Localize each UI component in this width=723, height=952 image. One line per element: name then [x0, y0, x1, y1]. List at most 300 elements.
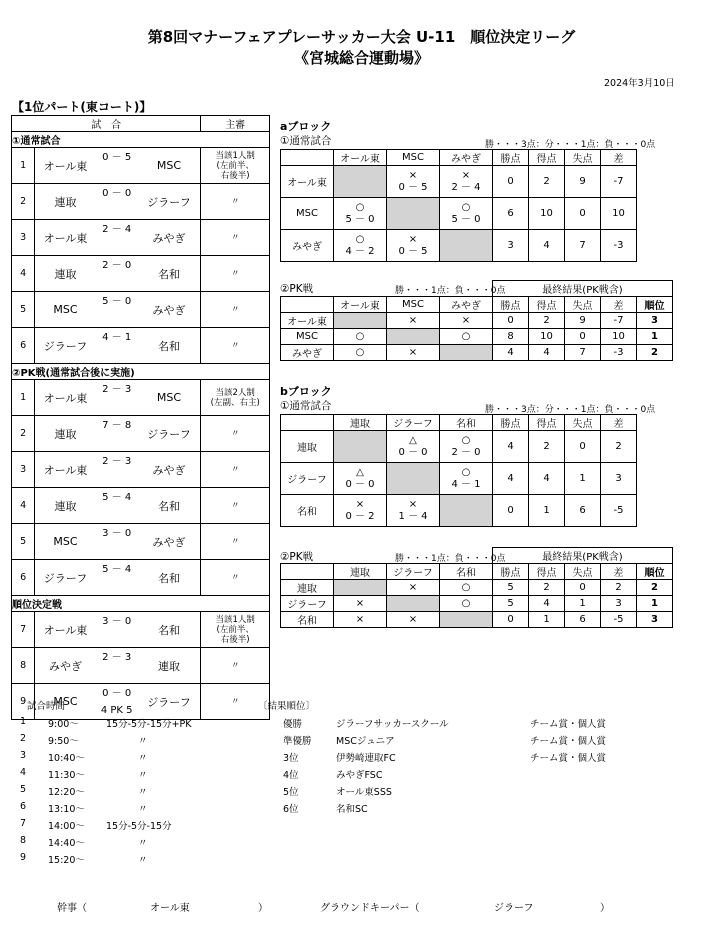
team-home: ジラーフ — [35, 560, 96, 596]
match-score — [96, 256, 138, 292]
column-team: ジラーフ — [387, 564, 440, 580]
results-title: 〔結果順位〕 — [258, 701, 316, 712]
block-b-pk-table — [280, 547, 673, 628]
column-stat: 差 — [601, 415, 637, 431]
result-cell — [440, 198, 493, 230]
column-team: オール東 — [334, 150, 387, 166]
column-team: MSC — [387, 150, 440, 166]
stat-cell: 10 — [601, 198, 637, 230]
manager-label: 幹事（ — [57, 903, 87, 914]
result-mark: × — [408, 233, 418, 245]
match-number: 2 — [12, 416, 35, 452]
schedule-format: 15分-5分-15分 — [106, 821, 172, 832]
team-home: 連取 — [35, 488, 96, 524]
stat-cell: 3 — [601, 463, 637, 495]
team-home: MSC — [35, 292, 96, 328]
result-cell — [440, 313, 493, 329]
score-value: 5 － 4 — [102, 564, 132, 575]
result-cell — [440, 329, 493, 345]
result-score: 0 － 2 — [345, 510, 375, 522]
result-award: チーム賞・個人賞 — [530, 719, 607, 730]
match-number: 1 — [12, 148, 35, 184]
result-cell — [334, 230, 387, 262]
score-value: 3 － 0 — [102, 528, 132, 539]
result-score: 2 － 0 — [451, 446, 481, 458]
match-score — [96, 292, 138, 328]
column-stat: 差 — [601, 297, 637, 313]
standings-row — [281, 495, 637, 527]
team-name: 連取 — [281, 580, 334, 596]
result-cell — [440, 345, 493, 361]
standings-row — [281, 198, 637, 230]
schedule-number: 9 — [20, 852, 27, 863]
stat-cell: 2 — [529, 431, 565, 463]
result-mark: ○ — [461, 331, 471, 342]
manager-name: オール東 — [150, 903, 190, 914]
result-mark: × — [461, 169, 471, 181]
schedule-number: 5 — [20, 784, 27, 795]
team-home: MSC — [35, 684, 96, 720]
team-away: ジラーフ — [138, 684, 201, 720]
match-number: 5 — [12, 524, 35, 560]
result-mark: × — [355, 614, 365, 625]
result-cell — [334, 431, 387, 463]
stat-cell: 9 — [565, 313, 601, 329]
result-cell — [387, 345, 440, 361]
rank-cell: 2 — [637, 580, 673, 596]
section-title: ②PK戦(通常試合後に実施) — [12, 364, 270, 380]
pk-row — [281, 329, 673, 345]
block-b-regular-table — [280, 414, 637, 527]
keeper-label: グラウンドキーパー（ — [320, 903, 420, 914]
match-row — [12, 560, 270, 596]
pk-score: 4 PK 5 — [100, 705, 133, 716]
result-place: 優勝 — [283, 719, 303, 730]
team-away: みやぎ — [138, 452, 201, 488]
result-award: チーム賞・個人賞 — [530, 736, 607, 747]
result-score: 5 － 0 — [345, 213, 375, 225]
schedule-time: 10:40～ — [48, 753, 85, 764]
team-away: MSC — [138, 148, 201, 184]
schedule-number: 1 — [20, 716, 27, 727]
stat-cell: -3 — [601, 230, 637, 262]
score-value: 2 － 0 — [102, 260, 132, 271]
match-row — [12, 416, 270, 452]
result-team: ジラーフサッカースクール — [336, 719, 449, 730]
stat-cell: 7 — [565, 230, 601, 262]
match-row — [12, 184, 270, 220]
match-number: 6 — [12, 560, 35, 596]
team-home: オール東 — [35, 612, 96, 648]
stat-cell: 4 — [529, 345, 565, 361]
keeper-close: ） — [600, 903, 610, 914]
rank-cell: 1 — [637, 596, 673, 612]
corner-cell — [281, 564, 334, 580]
result-place: 5位 — [283, 787, 299, 798]
column-stat: 失点 — [565, 297, 601, 313]
result-cell — [334, 198, 387, 230]
stat-cell: 0 — [493, 612, 529, 628]
match-number: 4 — [12, 488, 35, 524]
stat-cell: 10 — [529, 329, 565, 345]
team-name: オール東 — [281, 313, 334, 329]
schedule-number: 2 — [20, 733, 27, 744]
result-place: 6位 — [283, 804, 299, 815]
column-stat: 勝点 — [493, 297, 529, 313]
match-row — [12, 220, 270, 256]
team-home: MSC — [35, 524, 96, 560]
block-b-pk-label: ②PK戦 — [280, 551, 314, 563]
column-team: 連取 — [334, 415, 387, 431]
result-cell — [387, 463, 440, 495]
team-home: ジラーフ — [35, 328, 96, 364]
match-table — [11, 115, 270, 720]
result-mark: ○ — [355, 233, 365, 245]
team-name: ジラーフ — [281, 596, 334, 612]
page-title: 第8回マナーフェアプレーサッカー大会 U-11 順位決定リーグ — [147, 28, 576, 46]
rank-cell: 3 — [637, 612, 673, 628]
result-cell — [334, 329, 387, 345]
stat-cell: -3 — [601, 345, 637, 361]
result-mark: ○ — [461, 201, 471, 213]
stat-cell: 1 — [529, 612, 565, 628]
column-stat: 勝点 — [493, 150, 529, 166]
rank-cell: 1 — [637, 329, 673, 345]
final-result-label: 最終結果(PK戦含) — [493, 281, 673, 297]
result-mark: ○ — [355, 331, 365, 342]
result-score: 4 － 1 — [451, 478, 481, 490]
stat-cell: 9 — [565, 166, 601, 198]
schedule-format: 〃 — [138, 736, 148, 747]
keeper-name: ジラーフ — [494, 903, 534, 914]
result-cell — [387, 431, 440, 463]
stat-cell: 4 — [493, 463, 529, 495]
team-name: 連取 — [281, 431, 334, 463]
schedule-format: 〃 — [138, 838, 148, 849]
stat-cell: -7 — [601, 313, 637, 329]
pk-row — [281, 596, 673, 612]
result-cell — [387, 580, 440, 596]
schedule-time: 11:30～ — [48, 770, 85, 781]
result-mark: ○ — [461, 598, 471, 609]
schedule-time: 14:00～ — [48, 821, 85, 832]
referee-note: 当該1人制 (左前半、 右後半) — [201, 148, 270, 184]
score-value: 2 － 3 — [102, 384, 132, 395]
match-score — [96, 648, 138, 684]
result-cell — [387, 596, 440, 612]
result-mark: × — [408, 169, 418, 181]
block-a-title: aブロック — [280, 120, 332, 133]
column-stat: 得点 — [529, 297, 565, 313]
result-cell — [387, 612, 440, 628]
score-value: 5 － 4 — [102, 492, 132, 503]
match-score — [96, 524, 138, 560]
stat-cell: 0 — [565, 431, 601, 463]
result-mark: × — [408, 582, 418, 593]
score-value: 4 － 1 — [102, 332, 132, 343]
column-team: 名和 — [440, 564, 493, 580]
stat-cell: 4 — [493, 431, 529, 463]
match-number: 3 — [12, 452, 35, 488]
column-team: 連取 — [334, 564, 387, 580]
referee-note: 当該1人制 (左前半、 右後半) — [201, 612, 270, 648]
team-home: オール東 — [35, 220, 96, 256]
result-place: 4位 — [283, 770, 299, 781]
team-home: オール東 — [35, 452, 96, 488]
result-mark: × — [461, 315, 471, 326]
stat-cell: 8 — [493, 329, 529, 345]
standings-row — [281, 431, 637, 463]
manager-close: ） — [258, 903, 268, 914]
schedule-format: 15分-5分-15分+PK — [106, 719, 192, 730]
pk-row — [281, 612, 673, 628]
column-team: オール東 — [334, 297, 387, 313]
block-b-regular-points: 勝・・・3点：分・・・1点：負・・・0点 — [485, 405, 656, 415]
result-cell — [440, 596, 493, 612]
corner-cell — [281, 297, 334, 313]
referee-note: 〃 — [201, 452, 270, 488]
block-b-regular-label: ①通常試合 — [280, 400, 332, 412]
rank-cell: 2 — [637, 345, 673, 361]
team-home: オール東 — [35, 380, 96, 416]
result-mark: × — [408, 315, 418, 326]
team-away: 名和 — [138, 488, 201, 524]
venue-title: 《宮城総合運動場》 — [293, 49, 429, 67]
stat-cell: 1 — [529, 495, 565, 527]
column-stat: 得点 — [529, 415, 565, 431]
referee-note: 〃 — [201, 648, 270, 684]
result-mark: △ — [356, 466, 364, 478]
score-value: 7 － 8 — [102, 420, 132, 431]
section-title: ①通常試合 — [12, 132, 270, 148]
stat-cell: 4 — [529, 230, 565, 262]
schedule-number: 4 — [20, 767, 27, 778]
column-stat: 順位 — [637, 564, 673, 580]
team-name: 名和 — [281, 495, 334, 527]
column-stat: 失点 — [565, 564, 601, 580]
match-score — [96, 220, 138, 256]
result-mark: ○ — [461, 466, 471, 478]
stat-cell: 0 — [565, 329, 601, 345]
stat-cell: -5 — [601, 495, 637, 527]
score-value: 2 － 3 — [102, 456, 132, 467]
match-score — [96, 684, 138, 720]
score-value: 0 － 0 — [102, 188, 132, 199]
result-cell — [440, 495, 493, 527]
result-mark: ○ — [461, 582, 471, 593]
standings-row — [281, 463, 637, 495]
result-cell — [440, 580, 493, 596]
result-cell — [334, 345, 387, 361]
column-team: 名和 — [440, 415, 493, 431]
team-name: みやぎ — [281, 345, 334, 361]
match-number: 2 — [12, 184, 35, 220]
block-b-title: bブロック — [280, 385, 332, 398]
corner-cell — [281, 415, 334, 431]
team-name: MSC — [281, 198, 334, 230]
column-team: みやぎ — [440, 297, 493, 313]
stat-cell: 0 — [493, 166, 529, 198]
match-score — [96, 612, 138, 648]
result-mark: × — [355, 598, 365, 609]
team-away: ジラーフ — [138, 184, 201, 220]
result-cell — [387, 230, 440, 262]
match-row — [12, 612, 270, 648]
referee-note: 当該2人制 (左副、右主) — [201, 380, 270, 416]
result-mark: × — [355, 498, 365, 510]
result-score: 0 － 0 — [345, 478, 375, 490]
schedule-format: 〃 — [138, 770, 148, 781]
result-team: みやぎFSC — [336, 770, 383, 781]
match-row — [12, 648, 270, 684]
result-cell — [334, 612, 387, 628]
match-row — [12, 452, 270, 488]
match-number: 7 — [12, 612, 35, 648]
spacer — [281, 548, 493, 564]
result-team: オール東SSS — [336, 787, 392, 798]
final-result-label: 最終結果(PK戦含) — [493, 548, 673, 564]
referee-note: 〃 — [201, 488, 270, 524]
stat-cell: 0 — [493, 313, 529, 329]
stat-cell: 4 — [493, 345, 529, 361]
result-score: 0 － 5 — [398, 181, 428, 193]
column-team: みやぎ — [440, 150, 493, 166]
schedule-number: 6 — [20, 801, 27, 812]
team-home: みやぎ — [35, 648, 96, 684]
result-cell — [440, 431, 493, 463]
match-score — [96, 328, 138, 364]
stat-cell: 6 — [565, 612, 601, 628]
result-team: MSCジュニア — [336, 736, 395, 747]
result-score: 2 － 4 — [451, 181, 481, 193]
part-title: 【1位パート(東コート)】 — [12, 100, 152, 114]
match-row — [12, 524, 270, 560]
result-cell — [387, 166, 440, 198]
result-cell — [440, 612, 493, 628]
team-name: みやぎ — [281, 230, 334, 262]
match-score — [96, 148, 138, 184]
corner-cell — [281, 150, 334, 166]
team-away: 名和 — [138, 256, 201, 292]
column-stat: 勝点 — [493, 415, 529, 431]
score-value: 0 － 0 — [102, 688, 132, 699]
match-number: 6 — [12, 328, 35, 364]
stat-cell: 6 — [493, 198, 529, 230]
team-home: 連取 — [35, 256, 96, 292]
result-cell — [440, 166, 493, 198]
spacer — [281, 281, 493, 297]
result-cell — [334, 463, 387, 495]
column-stat: 失点 — [565, 415, 601, 431]
column-team: ジラーフ — [387, 415, 440, 431]
match-row — [12, 328, 270, 364]
result-mark: △ — [409, 434, 417, 446]
schedule-format: 〃 — [138, 753, 148, 764]
stat-cell: 10 — [529, 198, 565, 230]
result-team: 名和SC — [336, 804, 368, 815]
schedule-number: 8 — [20, 835, 27, 846]
pk-row — [281, 580, 673, 596]
block-a-pk-table — [280, 280, 673, 361]
result-team: 伊勢崎連取FC — [336, 753, 396, 764]
stat-cell: 0 — [565, 198, 601, 230]
result-mark: ○ — [461, 434, 471, 446]
team-home: 連取 — [35, 184, 96, 220]
referee-note: 〃 — [201, 256, 270, 292]
result-cell — [334, 596, 387, 612]
stat-cell: 2 — [529, 166, 565, 198]
stat-cell: 5 — [493, 580, 529, 596]
schedule-title: 試合時間 — [27, 701, 66, 712]
block-a-regular-table — [280, 149, 637, 262]
team-away: みやぎ — [138, 524, 201, 560]
stat-cell: 10 — [601, 329, 637, 345]
stat-cell: 1 — [565, 463, 601, 495]
schedule-time: 9:00～ — [48, 719, 79, 730]
result-score: 0 － 5 — [398, 245, 428, 257]
referee-note: 〃 — [201, 524, 270, 560]
schedule-time: 12:20～ — [48, 787, 85, 798]
team-away: 名和 — [138, 612, 201, 648]
referee-note: 〃 — [201, 684, 270, 720]
column-stat: 得点 — [529, 564, 565, 580]
score-value: 2 － 3 — [102, 652, 132, 663]
column-stat: 差 — [601, 564, 637, 580]
match-score — [96, 416, 138, 452]
result-mark: × — [408, 614, 418, 625]
standings-row — [281, 230, 637, 262]
schedule-format: 〃 — [138, 804, 148, 815]
match-number: 4 — [12, 256, 35, 292]
team-name: 名和 — [281, 612, 334, 628]
referee-note: 〃 — [201, 560, 270, 596]
result-score: 4 － 2 — [345, 245, 375, 257]
match-row — [12, 256, 270, 292]
match-score — [96, 452, 138, 488]
result-place: 準優勝 — [283, 736, 312, 747]
team-name: MSC — [281, 329, 334, 345]
stat-cell: 6 — [565, 495, 601, 527]
score-value: 3 － 0 — [102, 616, 132, 627]
schedule-time: 15:20～ — [48, 855, 85, 866]
match-row — [12, 292, 270, 328]
block-a-pk-label: ②PK戦 — [280, 283, 314, 295]
stat-cell: 0 — [565, 580, 601, 596]
result-place: 3位 — [283, 753, 299, 764]
schedule-number: 3 — [20, 750, 27, 761]
block-b-pk-points: 勝・・・1点：負・・・0点 — [395, 554, 506, 564]
stat-cell: 2 — [529, 580, 565, 596]
column-stat: 差 — [601, 150, 637, 166]
result-cell — [440, 463, 493, 495]
match-row — [12, 488, 270, 524]
schedule-format: 〃 — [138, 787, 148, 798]
stat-cell: 2 — [601, 431, 637, 463]
referee-note: 〃 — [201, 184, 270, 220]
match-score — [96, 560, 138, 596]
referee-note: 〃 — [201, 220, 270, 256]
stat-cell: -5 — [601, 612, 637, 628]
event-date: 2024年3月10日 — [604, 78, 675, 89]
result-score: 1 － 4 — [398, 510, 428, 522]
score-value: 2 － 4 — [102, 224, 132, 235]
team-name: ジラーフ — [281, 463, 334, 495]
result-score: 5 － 0 — [451, 213, 481, 225]
match-score — [96, 488, 138, 524]
stat-cell: 1 — [565, 596, 601, 612]
stat-cell: 3 — [601, 596, 637, 612]
stat-cell: -7 — [601, 166, 637, 198]
